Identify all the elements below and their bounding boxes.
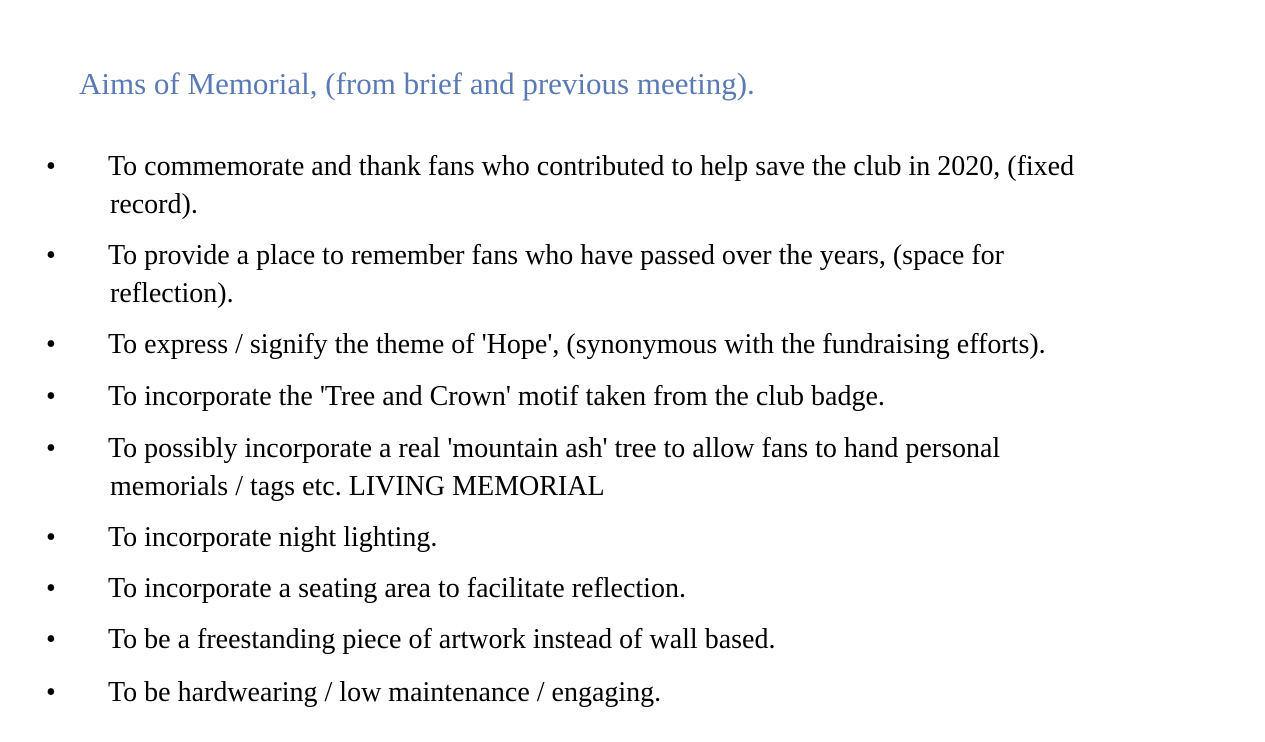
list-item-line: To incorporate night lighting. (108, 522, 438, 553)
list-item-line: To commemorate and thank fans who contributed to help save the club in 2020, (fixed (108, 151, 1075, 182)
list-item-line: To express / signify the theme of 'Hope', (synonymous with the fundraising efforts). (108, 329, 1046, 360)
bullet-marker: • (46, 329, 56, 360)
bullet-marker: • (46, 381, 56, 412)
list-item-text (108, 378, 1208, 416)
list-item-line: reflection). (110, 278, 234, 309)
bullet-marker: • (46, 677, 56, 708)
slide-title: Aims of Memorial, (from brief and previous meeting). (79, 66, 755, 101)
list-item-text (108, 519, 1208, 557)
bullet-marker: • (46, 522, 56, 553)
bullet-marker: • (46, 151, 56, 182)
list-item-line: To be hardwearing / low maintenance / engaging. (108, 677, 662, 708)
list-item-text (108, 237, 1208, 313)
bullet-marker: • (46, 573, 56, 604)
list-item-line: To provide a place to remember fans who have passed over the years, (space for (108, 240, 1004, 271)
bullet-marker: • (46, 240, 56, 271)
list-item-line: To incorporate the 'Tree and Crown' motif taken from the club badge. (108, 381, 885, 412)
list-item-line: To possibly incorporate a real 'mountain ash' tree to allow fans to hand personal (108, 433, 1001, 464)
list-item-text (108, 674, 1208, 712)
list-item-line: To be a freestanding piece of artwork instead of wall based. (108, 624, 776, 655)
bullet-marker: • (46, 433, 56, 464)
list-item-line: memorials / tags etc. LIVING MEMORIAL (110, 471, 605, 502)
list-item-line: record). (110, 189, 198, 220)
bullet-marker: • (46, 624, 56, 655)
list-item-line: To incorporate a seating area to facilitate reflection. (108, 573, 686, 604)
list-item-text (108, 326, 1208, 364)
list-item-text (108, 148, 1208, 224)
list-item-text (108, 430, 1208, 506)
list-item-text (108, 570, 1208, 608)
list-item-text (108, 621, 1208, 659)
